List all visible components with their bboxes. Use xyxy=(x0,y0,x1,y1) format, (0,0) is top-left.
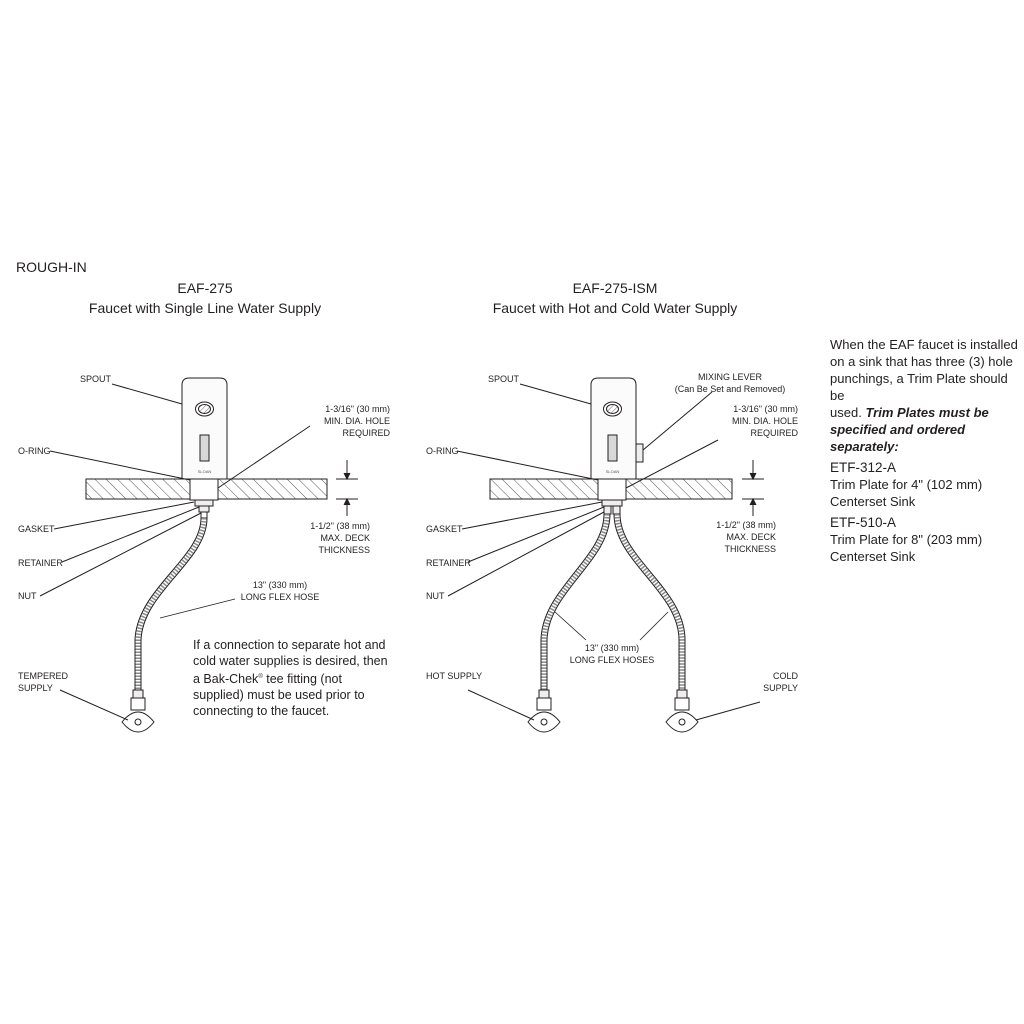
left-hose-line1: 13" (330 mm) xyxy=(252,580,308,590)
right-deck-line2: MAX. DECK xyxy=(726,532,776,542)
right-label-deck xyxy=(686,519,776,555)
left-label-retainer: RETAINER xyxy=(18,558,63,568)
trim-desc-1b: Centerset Sink xyxy=(830,494,916,509)
right-label-hole xyxy=(698,403,798,439)
left-hole-line1: 1-3/16" (30 mm) xyxy=(325,404,390,414)
intro-line4: used. Trim Plates must be xyxy=(830,405,989,420)
right-label-gasket: GASKET xyxy=(426,524,463,534)
left-label-gasket: GASKET xyxy=(18,524,55,534)
note-line3: a Bak-Chek® tee fitting (not xyxy=(193,672,342,687)
left-hole-line3: REQUIRED xyxy=(342,428,390,438)
left-label-spout: SPOUT xyxy=(80,374,112,384)
left-label-deck xyxy=(280,520,370,556)
intro-line1: When the EAF faucet is installed xyxy=(830,337,1018,352)
section-title: ROUGH-IN xyxy=(16,259,87,275)
trim-desc-1a: Trim Plate for 4" (102 mm) xyxy=(830,477,983,492)
left-hose-line2: LONG FLEX HOSE xyxy=(240,592,320,602)
right-label-oring: O-RING xyxy=(426,446,459,456)
trim-desc-2a: Trim Plate for 8" (203 mm) xyxy=(830,532,983,547)
right-hole-line3: REQUIRED xyxy=(750,428,798,438)
registered-mark: ® xyxy=(258,674,263,680)
right-spout xyxy=(591,378,636,479)
right-sensor-window xyxy=(608,435,617,461)
intro-line2: on a sink that has three (3) hole xyxy=(830,354,1013,369)
left-label-tempered-supply xyxy=(18,670,68,694)
right-hose-line2: LONG FLEX HOSES xyxy=(569,655,655,665)
right-label-nut: NUT xyxy=(426,591,445,601)
note-line5: connecting to the faucet. xyxy=(193,704,330,719)
trim-desc-2b: Centerset Sink xyxy=(830,549,916,564)
right-label-hoses xyxy=(557,642,667,666)
right-label-spout: SPOUT xyxy=(488,374,520,384)
intro-emphasis-2: specified and ordered separately: xyxy=(830,422,966,454)
right-hole-line2: MIN. DIA. HOLE xyxy=(731,416,798,426)
trim-model-1: ETF-312-A xyxy=(830,460,897,475)
right-hole-line1: 1-3/16" (30 mm) xyxy=(733,404,798,414)
left-deck-line3: THICKNESS xyxy=(318,545,370,555)
right-label-retainer: RETAINER xyxy=(426,558,471,568)
right-subtitle: Faucet with Hot and Cold Water Supply xyxy=(492,300,738,316)
intro-line3: punchings, a Trim Plate should be xyxy=(830,371,1008,403)
cold-line2: SUPPLY xyxy=(763,683,798,693)
right-hose-line1: 13" (330 mm) xyxy=(584,643,640,653)
left-label-nut: NUT xyxy=(18,591,37,601)
left-deck-line1: 1-1/2" (38 mm) xyxy=(310,521,370,531)
intro-emphasis-1: Trim Plates must be xyxy=(865,405,989,420)
right-deck-line3: THICKNESS xyxy=(724,544,776,554)
left-label-supply-line1: TEMPERED xyxy=(18,671,69,681)
right-label-mixing-lever xyxy=(670,371,790,395)
right-deck-line1: 1-1/2" (38 mm) xyxy=(716,520,776,530)
right-brand-mark: SLOAN xyxy=(605,469,620,474)
left-label-supply-line2: SUPPLY xyxy=(18,683,53,693)
left-sensor-window xyxy=(200,435,209,461)
left-note xyxy=(193,637,393,719)
note-line4: supplied) must be used prior to xyxy=(193,688,365,703)
left-brand-mark: SLOAN xyxy=(197,469,212,474)
right-label-hot-supply: HOT SUPPLY xyxy=(426,671,483,681)
cold-line1: COLD xyxy=(772,671,798,681)
left-model: EAF-275 xyxy=(177,280,233,296)
lever-line1: MIXING LEVER xyxy=(697,372,762,382)
trim-plate-info xyxy=(830,336,1020,565)
left-subtitle: Faucet with Single Line Water Supply xyxy=(88,300,322,316)
trim-model-2: ETF-510-A xyxy=(830,515,897,530)
right-model: EAF-275-ISM xyxy=(572,280,658,296)
left-deck-line2: MAX. DECK xyxy=(320,533,370,543)
left-hole-line2: MIN. DIA. HOLE xyxy=(323,416,390,426)
left-spout xyxy=(182,378,227,479)
left-label-oring: O-RING xyxy=(18,446,51,456)
note-line2: cold water supplies is desired, then xyxy=(193,654,388,668)
right-label-cold-supply xyxy=(738,670,798,694)
note-line1: If a connection to separate hot and xyxy=(193,638,386,652)
right-mixing-lever xyxy=(636,444,643,462)
left-label-hole xyxy=(290,403,390,439)
intro-line5 xyxy=(830,421,1020,455)
lever-line2: (Can Be Set and Removed) xyxy=(674,384,786,394)
left-label-hose xyxy=(225,579,335,603)
